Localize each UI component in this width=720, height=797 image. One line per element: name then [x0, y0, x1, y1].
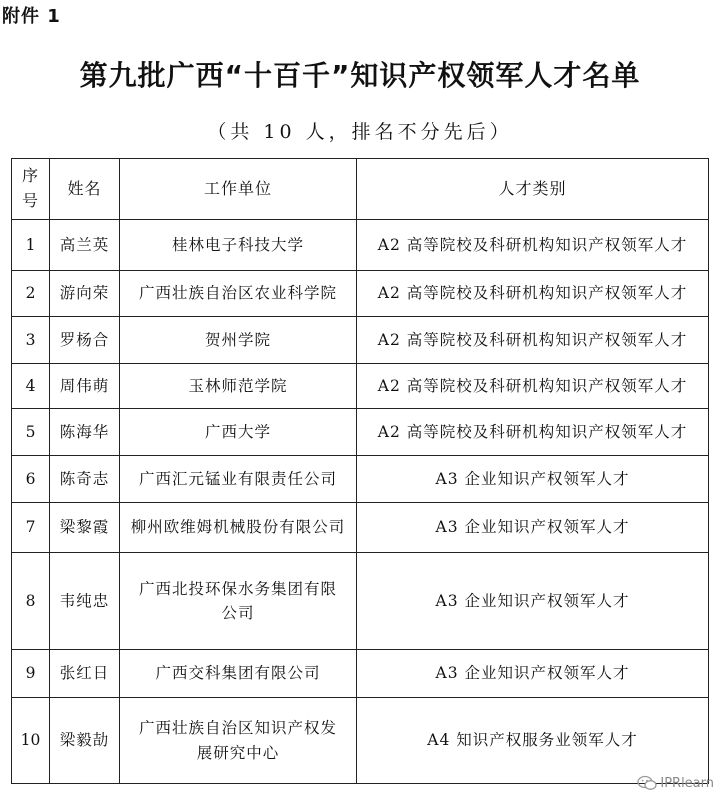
- watermark-text: IPRlearn: [660, 775, 714, 791]
- wechat-icon: [637, 775, 657, 791]
- header-category: 人才类别: [357, 159, 709, 220]
- table-row: [12, 553, 709, 650]
- header-seq: 序号: [12, 159, 50, 220]
- cell-seq: 4: [12, 364, 50, 409]
- cell-seq: 7: [12, 503, 50, 553]
- cell-name: 梁毅劼: [50, 698, 120, 784]
- cell-unit: 柳州欧维姆机械股份有限公司: [120, 503, 357, 553]
- cell-seq: 1: [12, 220, 50, 271]
- cell-category: A2 高等院校及科研机构知识产权领军人才: [357, 271, 709, 317]
- cell-name: 梁黎霞: [50, 503, 120, 553]
- cell-name: 陈海华: [50, 409, 120, 456]
- cell-category: A3 企业知识产权领军人才: [357, 456, 709, 503]
- cell-name: 罗杨合: [50, 317, 120, 364]
- cell-seq: 2: [12, 271, 50, 317]
- cell-name: 韦纯忠: [50, 553, 120, 650]
- table-row: [12, 503, 709, 553]
- cell-seq: 10: [12, 698, 50, 784]
- table-row: [12, 271, 709, 317]
- cell-category: A3 企业知识产权领军人才: [357, 503, 709, 553]
- attachment-label: 附件 1: [2, 6, 61, 27]
- header-unit: 工作单位: [120, 159, 357, 220]
- cell-seq: 5: [12, 409, 50, 456]
- cell-unit: 桂林电子科技大学: [120, 220, 357, 271]
- cell-unit: 贺州学院: [120, 317, 357, 364]
- table-row: [12, 317, 709, 364]
- cell-category: A3 企业知识产权领军人才: [357, 650, 709, 698]
- cell-name: 张红日: [50, 650, 120, 698]
- table-row: [12, 409, 709, 456]
- cell-name: 周伟萌: [50, 364, 120, 409]
- table-row: [12, 364, 709, 409]
- cell-name: 游向荣: [50, 271, 120, 317]
- table-row: [12, 698, 709, 784]
- cell-seq: 8: [12, 553, 50, 650]
- cell-category: A2 高等院校及科研机构知识产权领军人才: [357, 220, 709, 271]
- cell-category: A2 高等院校及科研机构知识产权领军人才: [357, 317, 709, 364]
- cell-category: A2 高等院校及科研机构知识产权领军人才: [357, 409, 709, 456]
- cell-unit: 广西壮族自治区农业科学院: [120, 271, 357, 317]
- table-row: [12, 456, 709, 503]
- page-title: 第九批广西“十百千”知识产权领军人才名单: [79, 59, 641, 92]
- cell-unit: 广西大学: [120, 409, 357, 456]
- cell-unit: 广西北投环保水务集团有限公司: [120, 553, 357, 650]
- cell-category: A4 知识产权服务业领军人才: [357, 698, 709, 784]
- cell-name: 高兰英: [50, 220, 120, 271]
- cell-seq: 9: [12, 650, 50, 698]
- cell-seq: 3: [12, 317, 50, 364]
- talent-list-table: [11, 158, 709, 784]
- cell-unit: 广西汇元锰业有限责任公司: [120, 456, 357, 503]
- cell-category: A3 企业知识产权领军人才: [357, 553, 709, 650]
- header-name: 姓名: [50, 159, 120, 220]
- cell-unit: 玉林师范学院: [120, 364, 357, 409]
- cell-name: 陈奇志: [50, 456, 120, 503]
- watermark: [637, 775, 714, 791]
- table-header-row: [12, 159, 709, 220]
- table-row: [12, 220, 709, 271]
- cell-unit: 广西交科集团有限公司: [120, 650, 357, 698]
- cell-seq: 6: [12, 456, 50, 503]
- table-row: [12, 650, 709, 698]
- cell-category: A2 高等院校及科研机构知识产权领军人才: [357, 364, 709, 409]
- page-subtitle: （共 10 人，排名不分先后）: [207, 121, 513, 143]
- cell-unit: 广西壮族自治区知识产权发展研究中心: [120, 698, 357, 784]
